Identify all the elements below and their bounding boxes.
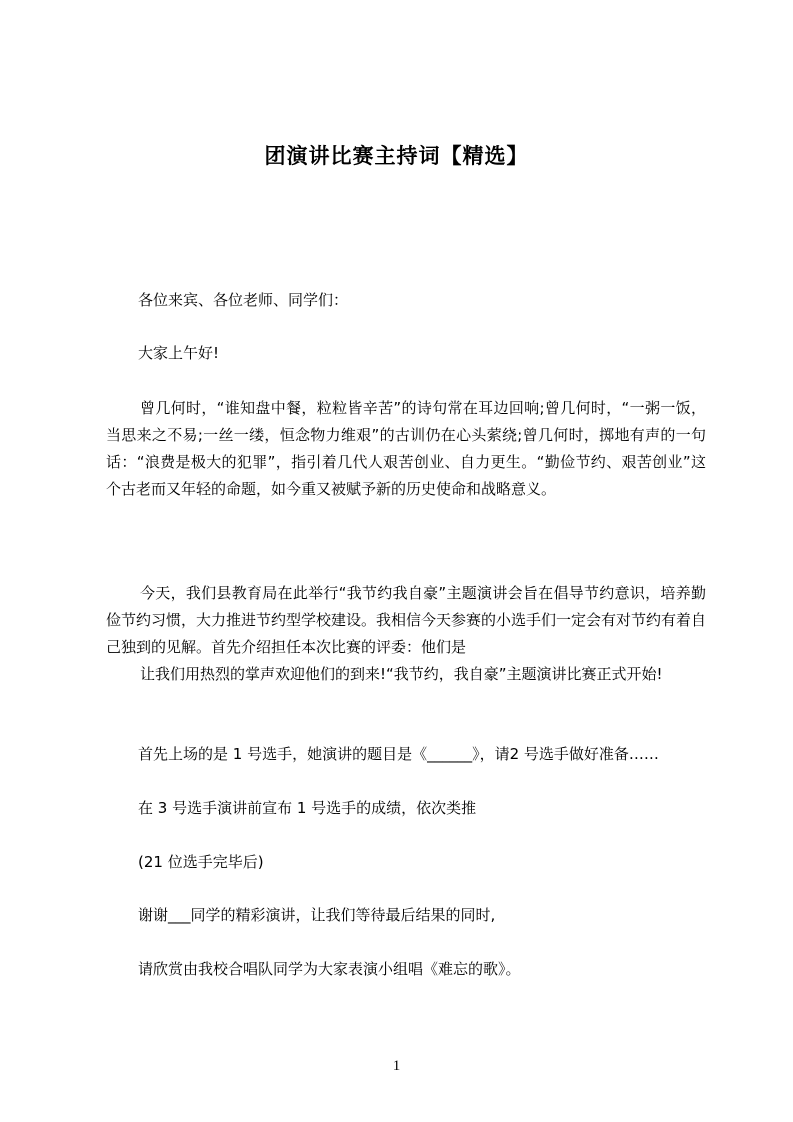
document-title: 团演讲比赛主持词【精选】: [264, 144, 529, 168]
paragraph-thanks: 谢谢___同学的精彩演讲，让我们等待最后结果的同时,: [138, 906, 496, 924]
paragraph-greeting: 各位来宾、各位老师、同学们：: [138, 291, 349, 309]
paragraph-first-contestant: 首先上场的是 1 号选手，她演讲的题目是《______》，请2 号选手做好准备……: [138, 745, 659, 763]
paragraph-performance: 请欣赏由我校合唱队同学为大家表演小组唱《难忘的歌》。: [138, 960, 521, 978]
paragraph-after-contestants: (21 位选手完毕后): [138, 853, 264, 871]
paragraph-intro: 曾几何时，“谁知盘中餐，粒粒皆辛苦”的诗句常在耳边回响;曾几何时，“一粥一饭，当思来之不易;一丝一缕，恒念物力维艰”的古训仍在心头萦绕;曾几何时，掷地有声的一句话：“浪费是极大的犯罪”，指引着几代人艰苦创业、自力更生。“勤俭节约、艰苦创业”这个古老而又年轻的命题，如今重又被赋予新的历史使命和战略意义。: [106, 399, 706, 498]
page-number: 1: [392, 1058, 401, 1074]
paragraph-score-announcement: 在 3 号选手演讲前宣布 1 号选手的成绩，依次类推: [138, 799, 477, 817]
paragraph-welcome: 让我们用热烈的掌声欢迎他们的到来!“我节约，我自豪”主题演讲比赛正式开始!: [140, 665, 663, 683]
paragraph-good-morning: 大家上午好!: [138, 344, 220, 362]
paragraph-today: 今天，我们县教育局在此举行“我节约我自豪”主题演讲会旨在倡导节约意识，培养勤俭节约习惯，大力推进节约型学校建设。我相信今天参赛的小选手们一定会有对节约有着自己独到的见解。首先介绍担任本次比赛的评委：他们是: [106, 584, 707, 656]
